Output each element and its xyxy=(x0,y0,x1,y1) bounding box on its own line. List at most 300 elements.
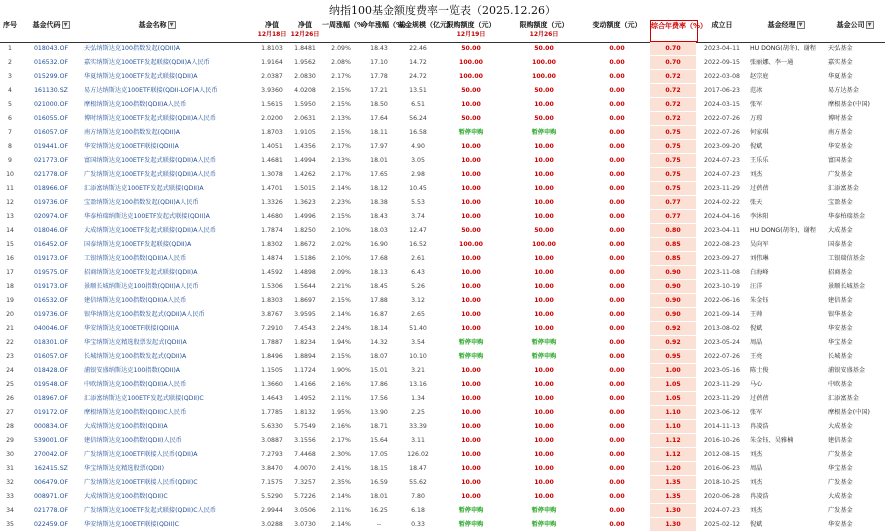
table-row[interactable] xyxy=(0,140,885,153)
filter-icon[interactable]: ▼ xyxy=(797,21,805,29)
table-row[interactable] xyxy=(0,70,885,83)
table-row[interactable] xyxy=(0,448,885,461)
cell-name: 宝盈纳斯达克100指数发起(QDII)A人民币 xyxy=(84,199,199,206)
cell-nav1: 1.8103 xyxy=(261,45,283,52)
cell-mgr: 马心 xyxy=(750,381,763,388)
cell-date: 2024-02-22 xyxy=(704,199,740,206)
table-row[interactable] xyxy=(0,364,885,377)
table-row[interactable] xyxy=(0,98,885,111)
cell-nav1: 1.4643 xyxy=(261,395,283,402)
cell-nav2: 1.9105 xyxy=(294,129,316,136)
cell-scale: 2.25 xyxy=(411,409,425,416)
cell-seq: 2 xyxy=(8,59,12,66)
cell-chg: 0.00 xyxy=(609,451,625,458)
header-code[interactable]: 基金代码 ▼ xyxy=(22,20,80,40)
cell-nav1: 1.3660 xyxy=(261,381,283,388)
header-fee[interactable]: 综合年费率（%） xyxy=(650,20,698,42)
cell-ytd: 18.38 xyxy=(370,199,388,206)
cell-name: 华泰柏瑞纳斯达克100ETF发起式联接(QDII)A xyxy=(84,213,210,220)
header-date[interactable]: 成立日 xyxy=(711,21,733,29)
table-row[interactable] xyxy=(0,224,885,237)
cell-scale: 51.40 xyxy=(409,325,427,332)
cell-scale: 7.80 xyxy=(411,493,425,500)
table-row[interactable] xyxy=(0,490,885,503)
cell-ytd: 17.21 xyxy=(370,87,388,94)
cell-nav2: 1.8894 xyxy=(294,353,316,360)
cell-l1: 50.00 xyxy=(461,45,481,52)
cell-name: 浦银安盛纳斯达克100指数(QDII)A xyxy=(84,367,181,374)
cell-seq: 7 xyxy=(8,129,12,136)
cell-fee: 1.10 xyxy=(650,420,696,433)
cell-ytd: 18.71 xyxy=(370,423,388,430)
cell-name: 富国纳斯达克100ETF发起式联接(QDII)A人民币 xyxy=(84,157,217,164)
cell-l2: 50.00 xyxy=(534,45,554,52)
cell-nav1: 1.8496 xyxy=(261,353,283,360)
cell-chg: 0.00 xyxy=(609,143,625,150)
cell-fee: 0.70 xyxy=(650,56,696,69)
cell-week: 2.10% xyxy=(331,255,351,262)
cell-l1: 10.00 xyxy=(461,479,481,486)
cell-l2: 100.00 xyxy=(532,73,556,80)
cell-code: 021778.OF xyxy=(33,171,69,178)
cell-code: 019172.OF xyxy=(33,409,69,416)
cell-chg: 0.00 xyxy=(609,311,625,318)
cell-week: 2.35% xyxy=(331,479,351,486)
header-name[interactable]: 基金名称 ▼ xyxy=(82,20,232,40)
cell-nav2: 1.4356 xyxy=(294,143,316,150)
cell-l1: 10.00 xyxy=(461,465,481,472)
cell-chg: 0.00 xyxy=(609,87,625,94)
header-scale[interactable]: 基金规模（亿元） xyxy=(398,21,454,29)
cell-nav1: 1.8302 xyxy=(261,241,283,248)
cell-name: 广发纳斯达克100ETF发起式联接(QDII)A人民币 xyxy=(84,171,217,178)
cell-ytd: 18.15 xyxy=(370,465,388,472)
cell-seq: 1 xyxy=(8,45,12,52)
table-header xyxy=(0,20,885,43)
filter-icon[interactable]: ▼ xyxy=(62,21,70,29)
cell-chg: 0.00 xyxy=(609,199,625,206)
table-row[interactable] xyxy=(0,112,885,125)
cell-fee: 1.35 xyxy=(650,490,696,503)
cell-ytd: 16.59 xyxy=(370,479,388,486)
cell-ytd: 18.14 xyxy=(370,325,388,332)
cell-mgr: 张军 xyxy=(750,101,763,108)
cell-nav2: 4.0070 xyxy=(294,465,316,472)
table-row[interactable] xyxy=(0,42,885,55)
header-limit2[interactable]: 限购额度（元） 12月26日 xyxy=(519,21,569,38)
cell-ytd: 16.87 xyxy=(370,311,388,318)
cell-l2: 10.00 xyxy=(534,311,554,318)
cell-week: 2.14% xyxy=(331,311,351,318)
table-row[interactable] xyxy=(0,126,885,139)
cell-co: 广发基金 xyxy=(828,507,853,514)
cell-scale: 6.51 xyxy=(411,101,425,108)
cell-co: 华宝基金 xyxy=(828,339,853,346)
table-row[interactable] xyxy=(0,266,885,279)
cell-scale: 24.72 xyxy=(409,73,427,80)
table-row[interactable] xyxy=(0,350,885,363)
cell-name: 汇添富纳斯达克100ETF发起式联接(QDII)C xyxy=(84,395,204,402)
cell-l1: 100.00 xyxy=(459,59,483,66)
cell-chg: 0.00 xyxy=(609,339,625,346)
cell-l2: 10.00 xyxy=(534,297,554,304)
cell-chg: 0.00 xyxy=(609,185,625,192)
cell-nav1: 3.0288 xyxy=(261,521,283,528)
cell-fee: 0.70 xyxy=(650,42,696,55)
cell-mgr: 张丽娜、李一通 xyxy=(750,59,794,66)
cell-seq: 15 xyxy=(6,241,14,248)
cell-l2: 10.00 xyxy=(534,143,554,150)
table-row[interactable] xyxy=(0,84,885,97)
cell-name: 华安纳斯达克100ETF联接(QDII)C xyxy=(84,521,179,528)
header-week[interactable]: 一周涨幅（%） xyxy=(322,21,372,29)
cell-mgr: 倪斌 xyxy=(750,521,763,528)
cell-date: 2024-07-23 xyxy=(704,157,740,164)
table-row[interactable] xyxy=(0,476,885,489)
cell-l1: 10.00 xyxy=(461,423,481,430)
cell-name: 华宝纳斯达克精选股票发起式(QDII)A xyxy=(84,339,187,346)
table-row[interactable] xyxy=(0,406,885,419)
cell-date: 2022-09-15 xyxy=(704,59,740,66)
table-row[interactable] xyxy=(0,294,885,307)
header-nav2[interactable]: 净值 12月26日 xyxy=(290,21,320,38)
cell-l1: 10.00 xyxy=(461,367,481,374)
cell-seq: 5 xyxy=(8,101,12,108)
cell-fee: 0.75 xyxy=(650,140,696,153)
cell-week: 2.09% xyxy=(331,45,351,52)
cell-date: 2017-06-23 xyxy=(704,87,740,94)
cell-seq: 6 xyxy=(8,115,12,122)
cell-date: 2025-02-12 xyxy=(704,521,740,528)
table-row[interactable] xyxy=(0,504,885,517)
cell-date: 2023-09-27 xyxy=(704,255,740,262)
cell-fee: 0.90 xyxy=(650,294,696,307)
cell-fee: 0.85 xyxy=(650,238,696,251)
table-row[interactable] xyxy=(0,420,885,433)
table-row[interactable] xyxy=(0,518,885,531)
cell-code: 018046.OF xyxy=(33,227,69,234)
cell-nav1: 3.9360 xyxy=(261,87,283,94)
cell-l2: 50.00 xyxy=(534,115,554,122)
cell-name: 招商纳斯达克100ETF发起式联接(QDII)A xyxy=(84,269,198,276)
cell-nav2: 1.5186 xyxy=(294,255,316,262)
cell-chg: 0.00 xyxy=(609,255,625,262)
header-nav1[interactable]: 净值 12月18日 xyxy=(257,21,287,38)
table-row[interactable] xyxy=(0,252,885,265)
cell-week: 2.16% xyxy=(331,423,351,430)
header-change[interactable]: 变动额度（元） xyxy=(592,21,642,29)
cell-seq: 25 xyxy=(6,381,14,388)
cell-l1: 50.00 xyxy=(461,87,481,94)
cell-week: 1.95% xyxy=(331,409,351,416)
cell-name: 博时纳斯达克100ETF发起式联接(QDII)A人民币 xyxy=(84,115,217,122)
cell-mgr: 刘杰 xyxy=(750,451,763,458)
cell-seq: 16 xyxy=(6,255,14,262)
cell-name: 嘉实纳斯达克100ETF发起联接(QDII)A人民币 xyxy=(84,59,210,66)
cell-seq: 34 xyxy=(6,507,14,514)
cell-date: 2016-10-26 xyxy=(704,437,740,444)
cell-code: 161130.SZ xyxy=(34,87,68,94)
cell-date: 2018-10-25 xyxy=(704,479,740,486)
cell-fee: 1.10 xyxy=(650,406,696,419)
table-row[interactable] xyxy=(0,392,885,405)
cell-co: 华安基金 xyxy=(828,521,853,528)
cell-nav2: 1.4996 xyxy=(294,213,316,220)
cell-nav2: 3.0506 xyxy=(294,507,316,514)
cell-chg: 0.00 xyxy=(609,283,625,290)
cell-date: 2022-06-16 xyxy=(704,297,740,304)
cell-fee: 0.75 xyxy=(650,168,696,181)
cell-code: 008971.OF xyxy=(33,493,69,500)
cell-name: 广发纳斯达克100ETF联接人民币(QDII)C xyxy=(84,479,198,486)
cell-scale: 10.10 xyxy=(409,353,427,360)
cell-l1: 10.00 xyxy=(461,269,481,276)
cell-code: 022459.OF xyxy=(33,521,69,528)
cell-seq: 28 xyxy=(6,423,14,430)
cell-nav1: 1.8303 xyxy=(261,297,283,304)
cell-l1: 10.00 xyxy=(461,185,481,192)
cell-fee: 0.77 xyxy=(650,210,696,223)
cell-co: 广发基金 xyxy=(828,479,853,486)
cell-week: 2.02% xyxy=(331,241,351,248)
table-row[interactable] xyxy=(0,322,885,335)
cell-nav1: 1.4874 xyxy=(261,255,283,262)
cell-mgr: 冉凌浩 xyxy=(750,493,769,500)
cell-date: 2021-09-14 xyxy=(704,311,740,318)
cell-mgr: 朱金钰、吴雅楠 xyxy=(750,437,794,444)
cell-scale: 5.26 xyxy=(411,283,425,290)
cell-l2: 10.00 xyxy=(534,493,554,500)
cell-code: 040046.OF xyxy=(33,325,69,332)
table-row[interactable] xyxy=(0,154,885,167)
cell-co: 建信基金 xyxy=(828,437,853,444)
cell-l2: 10.00 xyxy=(534,437,554,444)
cell-nav1: 7.2910 xyxy=(261,325,283,332)
cell-scale: 3.05 xyxy=(411,157,425,164)
cell-ytd: 17.97 xyxy=(370,143,388,150)
cell-l1: 暂停申购 xyxy=(458,521,484,528)
cell-co: 广发基金 xyxy=(828,451,853,458)
cell-nav1: 1.3326 xyxy=(261,199,283,206)
cell-co: 摩根基金(中国) xyxy=(828,409,870,416)
cell-code: 021000.OF xyxy=(33,101,69,108)
cell-code: 016532.OF xyxy=(33,59,69,66)
cell-co: 天弘基金 xyxy=(828,45,853,52)
cell-fee: 1.05 xyxy=(650,378,696,391)
cell-scale: 33.39 xyxy=(409,423,427,430)
table-row[interactable] xyxy=(0,196,885,209)
cell-nav2: 1.4952 xyxy=(294,395,316,402)
cell-l2: 10.00 xyxy=(534,367,554,374)
cell-ytd: 18.45 xyxy=(370,283,388,290)
cell-seq: 12 xyxy=(6,199,14,206)
cell-l2: 50.00 xyxy=(534,87,554,94)
cell-nav1: 1.7874 xyxy=(261,227,283,234)
cell-nav2: 7.3257 xyxy=(294,479,316,486)
cell-week: 1.90% xyxy=(331,367,351,374)
cell-date: 2024-03-15 xyxy=(704,101,740,108)
cell-code: 000834.OF xyxy=(33,423,69,430)
cell-nav2: 1.4262 xyxy=(294,171,316,178)
table-row[interactable] xyxy=(0,434,885,447)
cell-co: 招商基金 xyxy=(828,269,853,276)
cell-week: 2.11% xyxy=(331,395,351,402)
cell-name: 华安纳斯达克100ETF联接(QDII)A xyxy=(84,143,179,150)
cell-name: 大成纳斯达克100ETF发起式联接(QDII)A人民币 xyxy=(84,227,217,234)
cell-l2: 10.00 xyxy=(534,157,554,164)
cell-seq: 30 xyxy=(6,451,14,458)
cell-nav2: 1.8481 xyxy=(294,45,316,52)
cell-nav2: 2.0631 xyxy=(294,115,316,122)
cell-nav1: 7.2793 xyxy=(261,451,283,458)
cell-mgr: 刘伟琳 xyxy=(750,255,769,262)
cell-date: 2022-03-08 xyxy=(704,73,740,80)
cell-co: 华宝基金 xyxy=(828,465,853,472)
cell-l1: 10.00 xyxy=(461,171,481,178)
cell-date: 2023-04-11 xyxy=(704,45,740,52)
cell-ytd: 18.12 xyxy=(370,185,388,192)
cell-code: 020974.OF xyxy=(33,213,69,220)
cell-mgr: 范冰 xyxy=(750,87,763,94)
filter-icon[interactable]: ▼ xyxy=(168,21,176,29)
cell-code: 019575.OF xyxy=(33,269,69,276)
filter-icon[interactable]: ▼ xyxy=(866,21,874,29)
cell-l1: 暂停申购 xyxy=(458,339,484,346)
cell-co: 大成基金 xyxy=(828,423,853,430)
cell-ytd: 17.65 xyxy=(370,171,388,178)
cell-date: 2024-04-16 xyxy=(704,213,740,220)
cell-l1: 10.00 xyxy=(461,451,481,458)
cell-mgr: 刘杰 xyxy=(750,507,763,514)
cell-date: 2016-06-23 xyxy=(704,465,740,472)
cell-co: 银华基金 xyxy=(828,311,853,318)
cell-fee: 0.92 xyxy=(650,322,696,335)
cell-l2: 10.00 xyxy=(534,199,554,206)
cell-name: 摩根纳斯达克100指数(QDII)C人民币 xyxy=(84,409,187,416)
cell-nav1: 3.8767 xyxy=(261,311,283,318)
table-row[interactable] xyxy=(0,280,885,293)
cell-l1: 暂停申购 xyxy=(458,129,484,136)
cell-code: 016452.OF xyxy=(33,241,69,248)
cell-week: 2.10% xyxy=(331,227,351,234)
cell-chg: 0.00 xyxy=(609,45,625,52)
cell-fee: 0.72 xyxy=(650,112,696,125)
table-row[interactable] xyxy=(0,378,885,391)
cell-co: 易方达基金 xyxy=(828,87,859,94)
cell-nav1: 1.7887 xyxy=(261,339,283,346)
cell-l1: 10.00 xyxy=(461,283,481,290)
cell-fee: 0.95 xyxy=(650,350,696,363)
cell-mgr: 王乐乐 xyxy=(750,157,769,164)
table-row[interactable] xyxy=(0,238,885,251)
cell-chg: 0.00 xyxy=(609,367,625,374)
cell-seq: 8 xyxy=(8,143,12,150)
cell-ytd: 17.86 xyxy=(370,381,388,388)
cell-name: 华宝纳斯达克精选股票(QDII) xyxy=(84,465,164,472)
cell-seq: 27 xyxy=(6,409,14,416)
table-row[interactable] xyxy=(0,462,885,475)
cell-week: 2.15% xyxy=(331,129,351,136)
cell-mgr: 王帅 xyxy=(750,311,763,318)
cell-mgr: 李沐阳 xyxy=(750,213,769,220)
cell-ytd: 15.64 xyxy=(370,437,388,444)
cell-nav1: 3.0887 xyxy=(261,437,283,444)
cell-scale: 13.51 xyxy=(409,87,427,94)
cell-code: 016532.OF xyxy=(33,297,69,304)
header-limit1[interactable]: 限购额度（元） 12月19日 xyxy=(446,21,496,38)
cell-seq: 10 xyxy=(6,171,14,178)
cell-code: 019736.OF xyxy=(33,199,69,206)
cell-ytd: 18.43 xyxy=(370,213,388,220)
cell-l2: 10.00 xyxy=(534,213,554,220)
cell-ytd: 18.01 xyxy=(370,157,388,164)
cell-nav2: 3.1556 xyxy=(294,437,316,444)
cell-name: 工银纳斯达克100指数(QDII)A人民币 xyxy=(84,255,187,262)
cell-ytd: 18.01 xyxy=(370,493,388,500)
cell-seq: 17 xyxy=(6,269,14,276)
cell-l1: 50.00 xyxy=(461,227,481,234)
cell-week: 2.17% xyxy=(331,143,351,150)
cell-nav2: 1.5950 xyxy=(294,101,316,108)
cell-week: 2.17% xyxy=(331,437,351,444)
cell-date: 2023-11-29 xyxy=(704,395,740,402)
cell-co: 大成基金 xyxy=(828,493,853,500)
cell-seq: 18 xyxy=(6,283,14,290)
cell-mgr: HU DONG(胡冬)、谢程 xyxy=(750,45,816,52)
header-ytd[interactable]: 今年涨幅（%） xyxy=(361,21,411,29)
cell-chg: 0.00 xyxy=(609,73,625,80)
cell-date: 2022-07-26 xyxy=(704,115,740,122)
cell-scale: 56.24 xyxy=(409,115,427,122)
table-row[interactable] xyxy=(0,168,885,181)
cell-nav2: 3.9595 xyxy=(294,311,316,318)
cell-l2: 暂停申购 xyxy=(531,339,557,346)
cell-co: 中欧基金 xyxy=(828,381,853,388)
cell-code: 016057.OF xyxy=(33,129,69,136)
table-row[interactable] xyxy=(0,182,885,195)
cell-l2: 暂停申购 xyxy=(531,353,557,360)
cell-date: 2022-07-26 xyxy=(704,129,740,136)
table-row[interactable] xyxy=(0,308,885,321)
cell-co: 汇添富基金 xyxy=(828,185,859,192)
table-row[interactable] xyxy=(0,56,885,69)
cell-code: 018043.OF xyxy=(33,45,69,52)
cell-nav2: 1.3623 xyxy=(294,199,316,206)
header-company[interactable]: 基金公司 ▼ xyxy=(826,20,884,40)
cell-mgr: 张天 xyxy=(750,199,763,206)
cell-l1: 10.00 xyxy=(461,255,481,262)
cell-date: 2023-11-29 xyxy=(704,381,740,388)
header-manager[interactable]: 基金经理 ▼ xyxy=(748,20,824,40)
cell-scale: 3.12 xyxy=(411,297,425,304)
cell-date: 2023-11-08 xyxy=(704,269,740,276)
cell-co: 广发基金 xyxy=(828,171,853,178)
cell-chg: 0.00 xyxy=(609,409,625,416)
cell-l2: 10.00 xyxy=(534,283,554,290)
cell-name: 中欧纳斯达克100指数(QDII)A人民币 xyxy=(84,381,187,388)
cell-fee: 0.75 xyxy=(650,154,696,167)
table-row[interactable] xyxy=(0,336,885,349)
cell-co: 华夏基金 xyxy=(828,73,853,80)
cell-name: 华安纳斯达克100ETF联接(QDII)A xyxy=(84,325,179,332)
cell-nav1: 1.7785 xyxy=(261,409,283,416)
cell-date: 2012-08-15 xyxy=(704,451,740,458)
cell-date: 2023-05-16 xyxy=(704,367,740,374)
table-row[interactable] xyxy=(0,210,885,223)
cell-chg: 0.00 xyxy=(609,297,625,304)
cell-date: 2023-09-20 xyxy=(704,143,740,150)
cell-seq: 22 xyxy=(6,339,14,346)
